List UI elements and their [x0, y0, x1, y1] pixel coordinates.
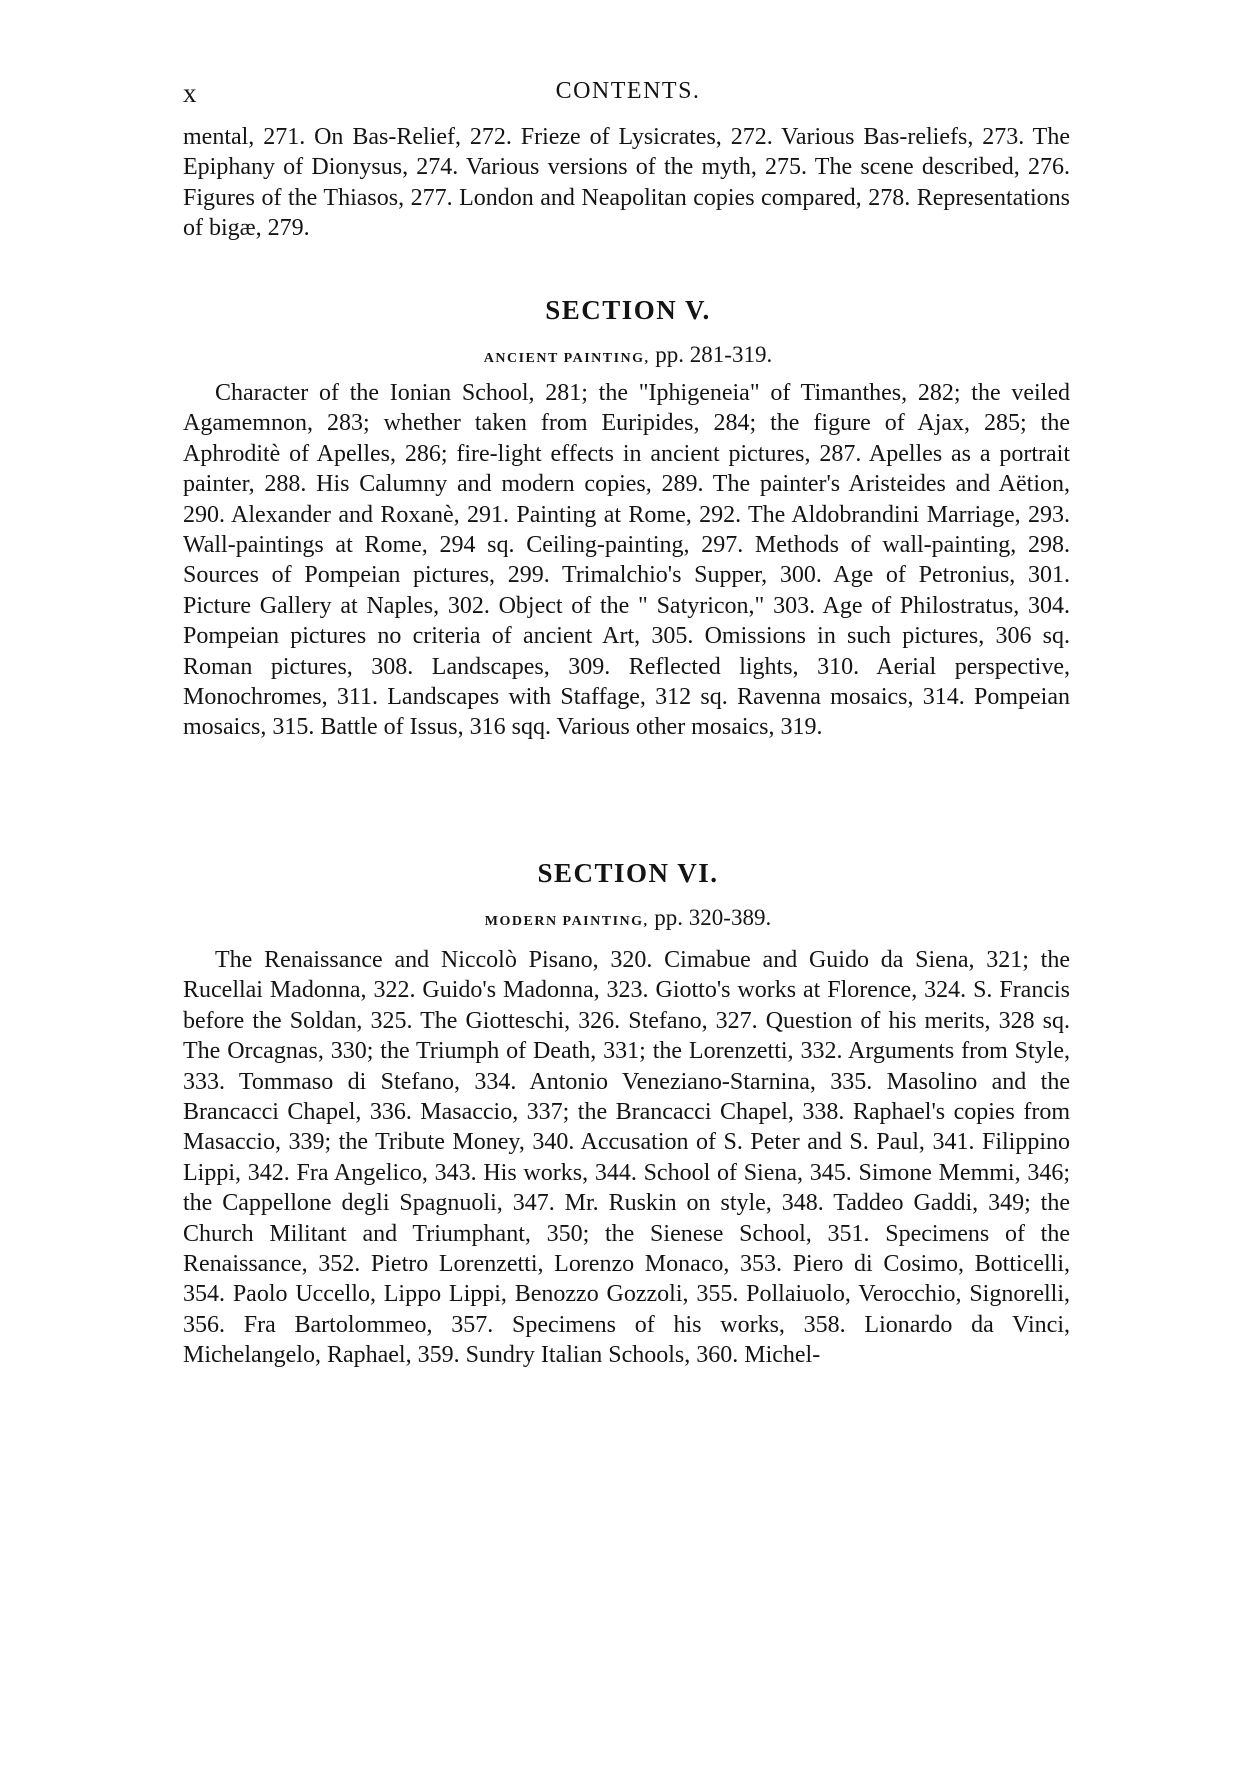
section-vi-subheading — [183, 905, 1073, 931]
section-v-heading: SECTION V. — [545, 295, 711, 325]
section-vi-pages: pp. 320-389. — [654, 905, 772, 930]
section-v-subheading — [183, 342, 1073, 368]
section-v-summary: Character of the Ionian School, 281; the "Iphigeneia" of Timanthes, 282; the veiled Agamemnon, 283; whether taken from Euripides, 284; the figure of Ajax, 285; the Aphroditè of Apelles, 286; fire-light effects in ancient pictures, 287. Apelles as a portrait painter, 288. His Calumny and modern copies, 289. The painter's Aristeides and Aëtion, 290. Alexander and Roxanè, 291. Painting at Rome, 292. The Aldobrandini Marriage, 293. Wall-paintings at Rome, 294 sq. Ceiling-painting, 297. Methods of wall-painting, 298. Sources of Pompeian pictures, 299. Trimalchio's Supper, 300. Age of Petronius, 301. Picture Gallery at Naples, 302. Object of the " Satyricon," 303. Age of Philostratus, 304. Pompeian pictures no criteria of ancient Art, 305. Omissions in such pictures, 306 sq. Roman pictures, 308. Landscapes, 309. Reflected lights, 310. Aerial perspective, Monochromes, 311. Landscapes with Staffage, 312 sq. Ravenna mosaics, 314. Pompeian mosaics, 315. Battle of Issus, 316 sqq. Various other mosaics, 319. — [183, 380, 1070, 741]
section-v-subject: ANCIENT PAINTING, — [483, 351, 650, 366]
section-v-pages: pp. 281-319. — [655, 342, 773, 367]
section-vi-subject: MODERN PAINTING, — [484, 914, 649, 929]
running-title: CONTENTS. — [555, 78, 701, 104]
section-vi-heading: SECTION VI. — [537, 858, 719, 888]
page-number: x — [183, 78, 198, 108]
page-header — [183, 78, 1073, 118]
section-vi-summary: The Renaissance and Niccolò Pisano, 320. Cimabue and Guido da Siena, 321; the Rucellai Madonna, 322. Guido's Madonna, 323. Giotto's works at Florence, 324. S. Francis before the Soldan, 325. The Giotteschi, 326. Stefano, 327. Question of his merits, 328 sq. The Orcagnas, 330; the Triumph of Death, 331; the Lorenzetti, 332. Arguments from Style, 333. Tommaso di Stefano, 334. Antonio Veneziano-Starnina, 335. Masolino and the Brancacci Chapel, 336. Masaccio, 337; the Brancacci Chapel, 338. Raphael's copies from Masaccio, 339; the Tribute Money, 340. Accusation of S. Peter and S. Paul, 341. Filippino Lippi, 342. Fra Angelico, 343. His works, 344. School of Siena, 345. Simone Memmi, 346; the Cappellone degli Spagnuoli, 347. Mr. Ruskin on style, 348. Taddeo Gaddi, 349; the Church Militant and Triumphant, 350; the Sienese School, 351. Specimens of the Renaissance, 352. Pietro Lorenzetti, Lorenzo Monaco, 353. Piero di Cosimo, Botticelli, 354. Paolo Uccello, Lippo Lippi, Benozzo Gozzoli, 355. Pollaiuolo, Verocchio, Signorelli, 356. Fra Bartolommeo, 357. Specimens of his works, 358. Lionardo da Vinci, Michelangelo, Raphael, 359. Sundry Italian Schools, 360. Michel- — [183, 947, 1070, 1369]
continuation-paragraph: mental, 271. On Bas-Relief, 272. Frieze of Lysicrates, 272. Various Bas-reliefs, 273. The Epiphany of Dionysus, 274. Various versions of the myth, 275. The scene described, 276. Figures of the Thiasos, 277. London and Neapolitan copies compared, 278. Representations of bigæ, 279. — [183, 124, 1070, 242]
